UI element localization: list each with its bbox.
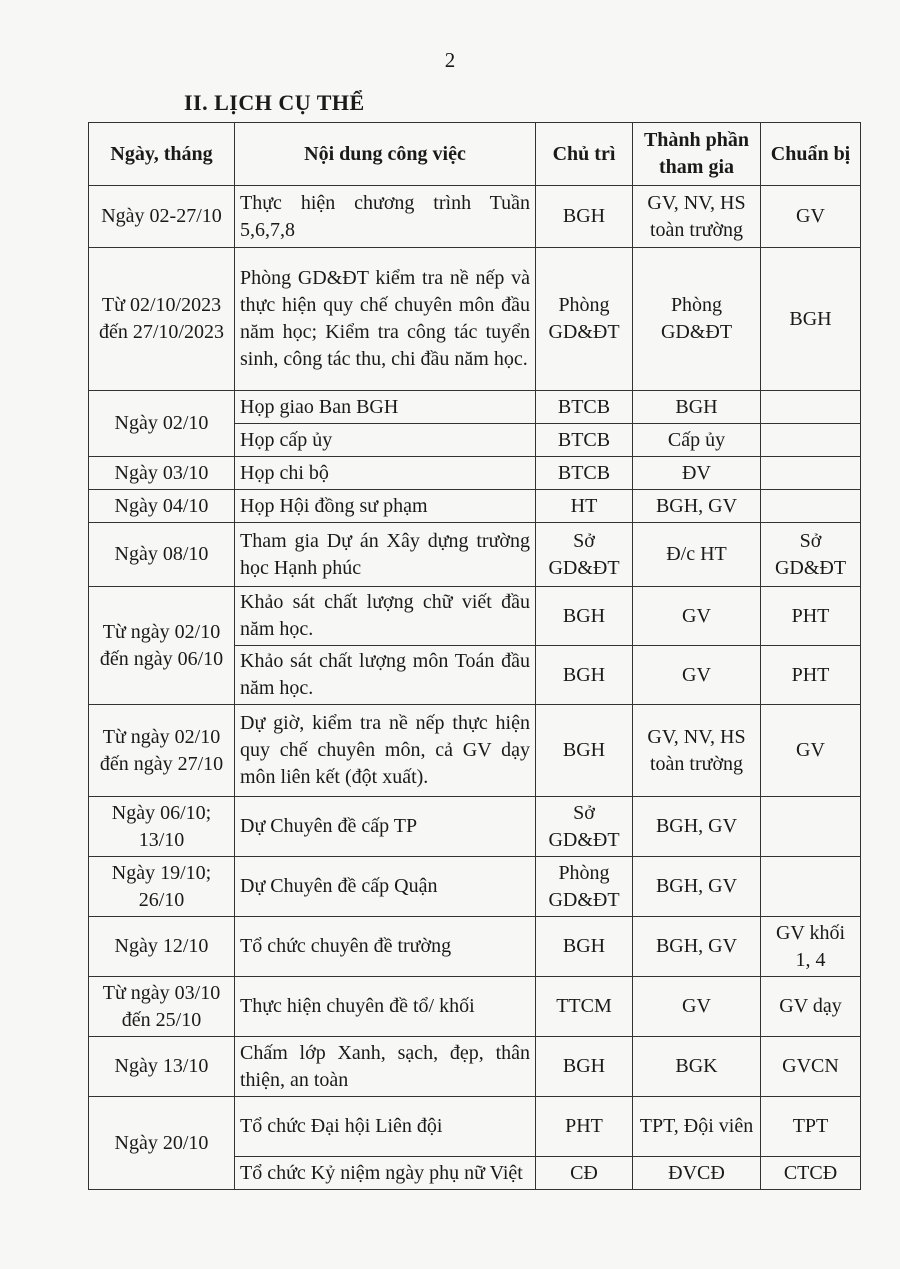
table-row: [89, 1097, 861, 1157]
participants-cell: BGK: [633, 1037, 761, 1097]
preparation-cell: GV: [761, 186, 861, 248]
date-cell: Ngày 02/10: [89, 391, 235, 457]
chair-cell: Phòng GD&ĐT: [536, 248, 633, 391]
chair-cell: BGH: [536, 186, 633, 248]
chair-cell: BGH: [536, 1037, 633, 1097]
chair-cell: Phòng GD&ĐT: [536, 857, 633, 917]
chair-cell: BGH: [536, 917, 633, 977]
chair-cell: BTCB: [536, 457, 633, 490]
participants-cell: Cấp ủy: [633, 424, 761, 457]
table-row: [89, 186, 861, 248]
participants-cell: TPT, Đội viên: [633, 1097, 761, 1157]
chair-cell: BGH: [536, 587, 633, 646]
date-cell: Từ ngày 02/10 đến ngày 06/10: [89, 587, 235, 705]
content-cell: Tổ chức Kỷ niệm ngày phụ nữ Việt: [235, 1157, 536, 1190]
chair-cell: BGH: [536, 646, 633, 705]
participants-cell: BGH, GV: [633, 490, 761, 523]
preparation-cell: [761, 490, 861, 523]
table-row: [89, 797, 861, 857]
preparation-cell: [761, 857, 861, 917]
date-cell: Ngày 19/10; 26/10: [89, 857, 235, 917]
content-cell: Chấm lớp Xanh, sạch, đẹp, thân thiện, an toàn: [235, 1037, 536, 1097]
preparation-cell: [761, 391, 861, 424]
date-cell: Ngày 12/10: [89, 917, 235, 977]
date-cell: Ngày 13/10: [89, 1037, 235, 1097]
chair-cell: BTCB: [536, 424, 633, 457]
participants-cell: Phòng GD&ĐT: [633, 248, 761, 391]
content-cell: Khảo sát chất lượng môn Toán đầu năm học.: [235, 646, 536, 705]
table-row: [89, 391, 861, 424]
participants-cell: GV, NV, HS toàn trường: [633, 705, 761, 797]
participants-cell: GV, NV, HS toàn trường: [633, 186, 761, 248]
chair-cell: CĐ: [536, 1157, 633, 1190]
participants-cell: GV: [633, 977, 761, 1037]
table-row: [89, 248, 861, 391]
preparation-cell: GV khối 1, 4: [761, 917, 861, 977]
header-participants: Thành phần tham gia: [633, 123, 761, 186]
preparation-cell: CTCĐ: [761, 1157, 861, 1190]
table-row: [89, 977, 861, 1037]
date-cell: Từ 02/10/2023 đến 27/10/2023: [89, 248, 235, 391]
chair-cell: Sở GD&ĐT: [536, 523, 633, 587]
date-cell: Từ ngày 03/10 đến 25/10: [89, 977, 235, 1037]
participants-cell: GV: [633, 587, 761, 646]
content-cell: Khảo sát chất lượng chữ viết đầu năm học.: [235, 587, 536, 646]
date-cell: Từ ngày 02/10 đến ngày 27/10: [89, 705, 235, 797]
content-cell: Họp giao Ban BGH: [235, 391, 536, 424]
preparation-cell: GVCN: [761, 1037, 861, 1097]
preparation-cell: [761, 797, 861, 857]
preparation-cell: [761, 424, 861, 457]
table-row: [89, 705, 861, 797]
table-row: [89, 523, 861, 587]
content-cell: Họp Hội đồng sư phạm: [235, 490, 536, 523]
table-row: [89, 917, 861, 977]
content-cell: Tham gia Dự án Xây dựng trường học Hạnh phúc: [235, 523, 536, 587]
schedule-table: [88, 122, 861, 1190]
table-row: [89, 1037, 861, 1097]
content-cell: Họp cấp ủy: [235, 424, 536, 457]
chair-cell: Sở GD&ĐT: [536, 797, 633, 857]
date-cell: Ngày 02-27/10: [89, 186, 235, 248]
content-cell: Dự Chuyên đề cấp TP: [235, 797, 536, 857]
content-cell: Họp chi bộ: [235, 457, 536, 490]
date-cell: Ngày 03/10: [89, 457, 235, 490]
chair-cell: BTCB: [536, 391, 633, 424]
preparation-cell: GV: [761, 705, 861, 797]
participants-cell: GV: [633, 646, 761, 705]
preparation-cell: [761, 457, 861, 490]
date-cell: Ngày 20/10: [89, 1097, 235, 1190]
content-cell: Tổ chức chuyên đề trường: [235, 917, 536, 977]
preparation-cell: PHT: [761, 587, 861, 646]
page-number: 2: [444, 48, 456, 72]
date-cell: Ngày 04/10: [89, 490, 235, 523]
participants-cell: BGH, GV: [633, 797, 761, 857]
table-row: [89, 457, 861, 490]
participants-cell: ĐVCĐ: [633, 1157, 761, 1190]
content-cell: Thực hiện chương trình Tuần 5,6,7,8: [235, 186, 536, 248]
participants-cell: BGH, GV: [633, 917, 761, 977]
preparation-cell: PHT: [761, 646, 861, 705]
content-cell: Dự Chuyên đề cấp Quận: [235, 857, 536, 917]
preparation-cell: BGH: [761, 248, 861, 391]
preparation-cell: Sở GD&ĐT: [761, 523, 861, 587]
header-chair: Chủ trì: [536, 123, 633, 186]
participants-cell: BGH, GV: [633, 857, 761, 917]
participants-cell: Đ/c HT: [633, 523, 761, 587]
chair-cell: HT: [536, 490, 633, 523]
content-cell: Thực hiện chuyên đề tổ/ khối: [235, 977, 536, 1037]
chair-cell: TTCM: [536, 977, 633, 1037]
table-row: [89, 857, 861, 917]
participants-cell: ĐV: [633, 457, 761, 490]
content-cell: Dự giờ, kiểm tra nề nếp thực hiện quy chế chuyên môn, cả GV dạy môn liên kết (đột xuất).: [235, 705, 536, 797]
table-row: [89, 490, 861, 523]
date-cell: Ngày 06/10; 13/10: [89, 797, 235, 857]
date-cell: Ngày 08/10: [89, 523, 235, 587]
section-title: II. LỊCH CỤ THỂ: [184, 90, 365, 115]
header-date: Ngày, tháng: [89, 123, 235, 186]
participants-cell: BGH: [633, 391, 761, 424]
preparation-cell: TPT: [761, 1097, 861, 1157]
table-row: [89, 587, 861, 646]
header-preparation: Chuẩn bị: [761, 123, 861, 186]
table-header-row: [89, 123, 861, 186]
header-content: Nội dung công việc: [235, 123, 536, 186]
chair-cell: BGH: [536, 705, 633, 797]
content-cell: Phòng GD&ĐT kiểm tra nề nếp và thực hiện quy chế chuyên môn đầu năm học; Kiểm tra công tác tuyển sinh, công tác thu, chi đầu năm học.: [235, 248, 536, 391]
preparation-cell: GV dạy: [761, 977, 861, 1037]
content-cell: Tổ chức Đại hội Liên đội: [235, 1097, 536, 1157]
chair-cell: PHT: [536, 1097, 633, 1157]
